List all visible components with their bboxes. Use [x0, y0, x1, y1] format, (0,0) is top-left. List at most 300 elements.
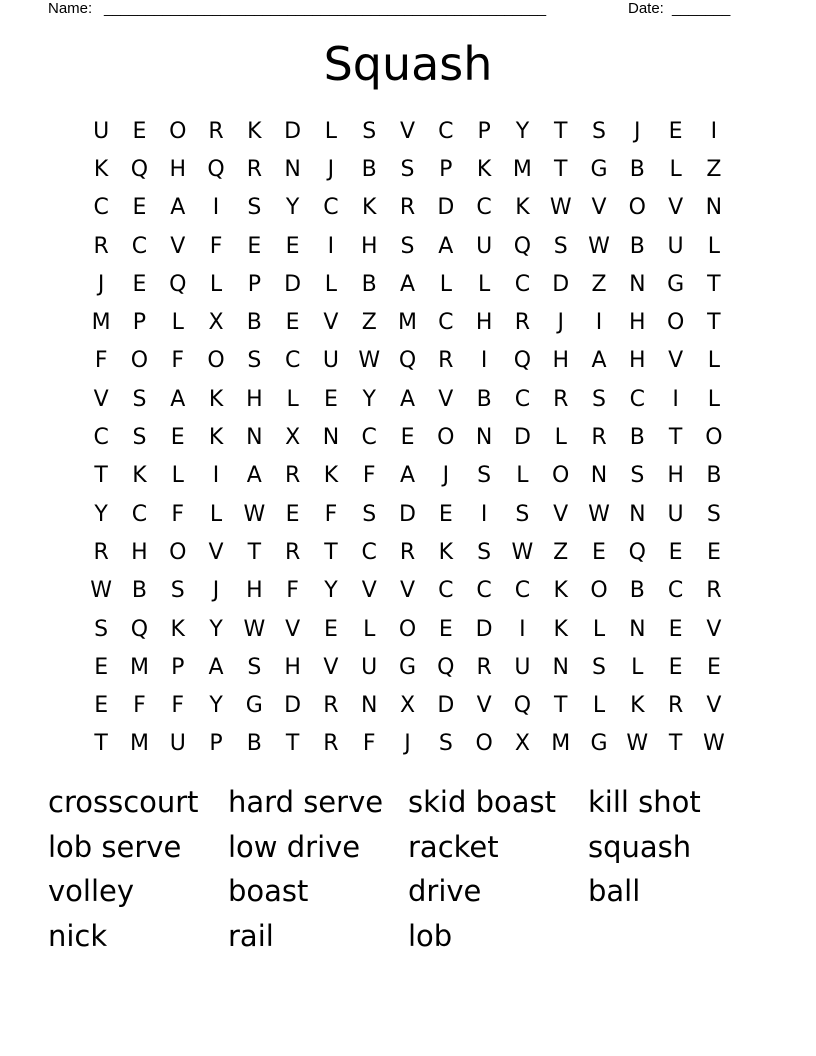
grid-letter: B: [629, 578, 645, 604]
grid-letter: L: [286, 386, 299, 412]
grid-letter: U: [322, 348, 339, 374]
grid-letter: O: [590, 578, 608, 604]
grid-letter: K: [208, 425, 224, 451]
word-list-item: low drive: [228, 829, 361, 864]
grid-letter: Y: [515, 118, 530, 144]
grid-letter: E: [706, 539, 721, 565]
grid-letter: T: [553, 693, 568, 719]
word-list-item: ball: [588, 874, 641, 909]
grid-letter: K: [170, 616, 185, 642]
grid-letter: C: [438, 118, 454, 144]
grid-letter: U: [169, 731, 186, 757]
grid-letter: G: [667, 271, 685, 297]
grid-letter: W: [243, 616, 266, 642]
grid-letter: Q: [169, 271, 187, 297]
grid-letter: R: [591, 425, 607, 451]
grid-letter: Q: [437, 654, 455, 680]
grid-letter: E: [592, 539, 606, 565]
grid-letter: B: [629, 156, 645, 182]
grid-letter: V: [93, 386, 109, 412]
grid-letter: I: [595, 310, 603, 336]
grid-letter: H: [284, 654, 301, 680]
grid-letter: P: [439, 156, 453, 182]
grid-letter: H: [360, 233, 378, 259]
word-list-item: crosscourt: [48, 785, 199, 819]
grid-letter: J: [442, 463, 450, 489]
grid-letter: C: [438, 310, 454, 336]
page-title: Squash: [323, 37, 493, 91]
grid-letter: W: [511, 539, 534, 565]
grid-letter: C: [514, 271, 531, 297]
grid-letter: K: [247, 118, 262, 144]
grid-letter: D: [552, 271, 570, 297]
grid-letter: V: [668, 348, 684, 374]
grid-letter: L: [707, 348, 721, 374]
grid-letter: S: [706, 501, 721, 527]
grid-letter: J: [634, 118, 641, 144]
grid-letter: L: [707, 386, 721, 412]
grid-letter: U: [667, 501, 684, 527]
grid-letter: E: [706, 654, 721, 680]
grid-letter: V: [399, 578, 416, 604]
grid-letter: T: [285, 731, 300, 757]
grid-letter: C: [323, 195, 339, 221]
word-list: [48, 780, 768, 959]
grid-letter: S: [592, 386, 606, 412]
grid-letter: X: [399, 693, 416, 719]
grid-letter: O: [552, 463, 570, 489]
grid-letter: V: [170, 233, 186, 259]
grid-letter: N: [246, 425, 263, 451]
grid-letter: S: [362, 501, 377, 527]
word-list-item: rail: [228, 919, 274, 954]
grid-letter: N: [629, 271, 646, 297]
grid-letter: C: [93, 425, 109, 451]
grid-letter: E: [132, 118, 147, 144]
grid-letter: E: [94, 654, 109, 680]
grid-letter: A: [246, 463, 262, 489]
grid-letter: S: [247, 195, 262, 221]
grid-letter: A: [399, 271, 416, 297]
grid-letter: Y: [362, 386, 376, 412]
grid-letter: S: [400, 156, 415, 182]
grid-letter: S: [592, 654, 606, 680]
grid-letter: O: [475, 731, 493, 757]
grid-letter: P: [171, 654, 185, 680]
grid-letter: E: [400, 425, 415, 451]
grid-letter: Q: [513, 693, 532, 719]
grid-letter: W: [358, 348, 381, 374]
grid-letter: M: [512, 156, 532, 182]
word-list-item: skid boast: [408, 785, 556, 819]
grid-letter: N: [705, 195, 723, 221]
grid-letter: Z: [591, 271, 607, 297]
grid-letter: L: [171, 463, 184, 489]
grid-letter: P: [477, 118, 491, 144]
grid-letter: R: [246, 156, 262, 182]
grid-letter: L: [631, 654, 644, 680]
grid-letter: E: [668, 654, 683, 680]
grid-letter: E: [132, 195, 147, 221]
grid-letter: K: [515, 195, 530, 221]
grid-letter: E: [247, 233, 262, 259]
grid-letter: H: [552, 348, 569, 374]
word-list-item: racket: [408, 829, 499, 864]
grid-letter: K: [553, 616, 568, 642]
grid-letter: F: [171, 693, 185, 719]
grid-letter: V: [399, 118, 416, 144]
grid-letter: K: [438, 539, 454, 565]
grid-letter: A: [438, 233, 454, 259]
grid-letter: A: [170, 195, 186, 221]
word-list-item: lob serve: [48, 829, 182, 864]
grid-letter: Q: [207, 156, 225, 182]
grid-letter: C: [629, 386, 645, 412]
grid-letter: G: [590, 731, 608, 757]
grid-letter: O: [207, 348, 225, 374]
grid-letter: H: [169, 156, 187, 182]
grid-letter: V: [208, 539, 224, 565]
grid-letter: F: [171, 348, 185, 374]
grid-letter: E: [438, 616, 453, 642]
grid-letter: E: [323, 386, 338, 412]
grid-letter: F: [286, 578, 299, 604]
grid-letter: I: [327, 233, 335, 259]
grid-letter: R: [93, 233, 109, 259]
grid-letter: C: [476, 195, 492, 221]
grid-letter: Y: [209, 616, 223, 642]
grid-letter: C: [438, 578, 454, 604]
grid-letter: D: [437, 693, 455, 719]
grid-letter: R: [93, 539, 109, 565]
grid-letter: I: [710, 118, 718, 144]
grid-letter: V: [706, 616, 722, 642]
grid-letter: S: [247, 348, 262, 374]
grid-letter: S: [247, 654, 262, 680]
word-list-item: hard serve: [228, 785, 384, 819]
name-blank-line: _____________________________________________________: [104, 0, 547, 17]
grid-letter: W: [588, 233, 610, 259]
grid-letter: T: [668, 731, 683, 757]
grid-letter: N: [322, 425, 340, 451]
grid-letter: E: [170, 425, 185, 451]
grid-letter: I: [519, 616, 526, 642]
grid-letter: Z: [553, 539, 569, 565]
grid-letter: E: [668, 539, 683, 565]
grid-letter: V: [553, 501, 569, 527]
grid-letter: V: [285, 616, 301, 642]
header: [0, 0, 816, 22]
grid-letter: M: [91, 310, 111, 336]
grid-letter: N: [360, 693, 378, 719]
grid-letter: L: [171, 310, 184, 336]
grid-letter: O: [628, 195, 646, 221]
grid-letter: A: [399, 386, 416, 412]
grid-letter: L: [439, 271, 452, 297]
grid-letter: Y: [285, 195, 300, 221]
grid-letter: I: [480, 348, 488, 374]
grid-letter: M: [129, 654, 149, 680]
grid-letter: I: [212, 195, 220, 221]
grid-letter: W: [549, 195, 572, 221]
grid-letter: L: [324, 271, 338, 297]
grid-letter: I: [672, 386, 679, 412]
grid-letter: K: [93, 156, 109, 182]
grid-letter: R: [323, 731, 339, 757]
grid-letter: V: [438, 386, 454, 412]
grid-letter: D: [284, 118, 302, 144]
grid-letter: D: [284, 271, 302, 297]
grid-letter: O: [666, 310, 685, 336]
grid-letter: Y: [94, 501, 108, 527]
grid-letter: E: [285, 501, 300, 527]
grid-letter: L: [669, 156, 682, 182]
grid-letter: W: [243, 501, 266, 527]
grid-letter: Q: [513, 233, 532, 259]
grid-letter: M: [129, 731, 149, 757]
grid-letter: R: [706, 578, 722, 604]
grid-letter: D: [475, 616, 493, 642]
grid-letter: H: [131, 539, 148, 565]
grid-letter: Q: [130, 156, 149, 182]
grid-letter: C: [476, 578, 492, 604]
grid-letter: D: [284, 693, 302, 719]
grid-letter: B: [629, 425, 645, 451]
grid-letter: T: [247, 539, 262, 565]
grid-letter: A: [591, 348, 607, 374]
grid-letter: C: [361, 425, 377, 451]
grid-letter: S: [477, 539, 492, 565]
grid-letter: S: [592, 118, 606, 144]
grid-letter: U: [93, 118, 110, 144]
grid-letter: Z: [706, 156, 722, 182]
grid-letter: V: [476, 693, 492, 719]
grid-letter: L: [592, 693, 606, 719]
word-list-item: drive: [408, 874, 482, 909]
grid-letter: V: [323, 310, 339, 336]
grid-letter: R: [438, 348, 454, 374]
grid-letter: B: [246, 310, 262, 336]
grid-letter: Y: [324, 578, 338, 604]
grid-letter: R: [208, 118, 224, 144]
grid-letter: L: [209, 501, 223, 527]
word-list-item: boast: [228, 874, 309, 909]
grid-letter: C: [667, 578, 684, 604]
grid-letter: Q: [513, 348, 532, 374]
grid-letter: Z: [361, 310, 377, 336]
grid-letter: F: [133, 693, 146, 719]
grid-letter: P: [132, 310, 147, 336]
grid-letter: C: [361, 539, 377, 565]
grid-letter: L: [363, 616, 376, 642]
grid-letter: S: [94, 616, 109, 642]
grid-letter: C: [514, 386, 531, 412]
grid-letter: L: [209, 271, 223, 297]
grid-letter: G: [245, 693, 263, 719]
grid-letter: W: [90, 578, 113, 604]
grid-letter: H: [246, 578, 263, 604]
grid-letter: O: [398, 616, 417, 642]
grid-letter: H: [246, 386, 263, 412]
grid-letter: A: [399, 463, 416, 489]
grid-letter: Q: [398, 348, 417, 374]
grid-letter: U: [476, 233, 493, 259]
grid-letter: H: [629, 348, 646, 374]
grid-letter: E: [668, 616, 683, 642]
word-list-item: squash: [588, 829, 692, 864]
grid-letter: V: [323, 654, 339, 680]
grid-letter: K: [362, 195, 377, 221]
grid-letter: N: [590, 463, 608, 489]
grid-letter: L: [516, 463, 529, 489]
date-label: Date:: [628, 0, 664, 17]
grid-letter: V: [668, 195, 684, 221]
grid-letter: T: [94, 731, 108, 757]
grid-letter: O: [169, 539, 187, 565]
grid-letter: D: [513, 425, 531, 451]
grid-letter: N: [475, 425, 493, 451]
grid-letter: R: [553, 386, 569, 412]
grid-letter: B: [361, 156, 377, 182]
grid-letter: F: [324, 501, 338, 527]
grid-letter: P: [247, 271, 261, 297]
grid-letter: A: [170, 386, 186, 412]
word-list-item: nick: [48, 919, 108, 954]
grid-letter: W: [626, 731, 649, 757]
grid-letter: E: [285, 233, 300, 259]
grid-letter: S: [630, 463, 645, 489]
grid-letter: P: [209, 731, 223, 757]
grid-letter: S: [553, 233, 568, 259]
grid-letter: R: [514, 310, 531, 336]
grid-letter: F: [362, 731, 376, 757]
grid-letter: B: [131, 578, 147, 604]
grid-letter: I: [480, 501, 488, 527]
grid-letter: N: [552, 654, 569, 680]
word-list-item: volley: [48, 874, 135, 909]
grid-letter: C: [131, 233, 148, 259]
grid-letter: S: [515, 501, 530, 527]
grid-letter: K: [630, 693, 645, 719]
grid-letter: H: [629, 310, 646, 336]
grid-letter: S: [132, 386, 147, 412]
grid-letter: T: [94, 463, 108, 489]
grid-letter: S: [477, 463, 492, 489]
grid-letter: R: [399, 539, 416, 565]
grid-letter: R: [284, 539, 301, 565]
grid-letter: M: [551, 731, 571, 757]
grid-letter: U: [361, 654, 378, 680]
grid-letter: R: [284, 463, 301, 489]
grid-letter: S: [132, 425, 147, 451]
grid-letter: D: [437, 195, 455, 221]
grid-letter: G: [398, 654, 417, 680]
grid-letter: N: [629, 616, 646, 642]
grid-letter: B: [476, 386, 492, 412]
grid-letter: E: [438, 501, 453, 527]
grid-letter: O: [437, 425, 455, 451]
grid-letter: F: [171, 501, 185, 527]
grid-letter: L: [592, 616, 606, 642]
word-list-item: kill shot: [588, 785, 701, 819]
grid-letter: S: [170, 578, 185, 604]
grid-letter: K: [132, 463, 147, 489]
grid-letter: L: [707, 233, 721, 259]
grid-letter: E: [323, 616, 338, 642]
grid-letter: G: [590, 156, 608, 182]
grid-letter: H: [475, 310, 493, 336]
grid-letter: Q: [130, 616, 149, 642]
grid-letter: R: [323, 693, 339, 719]
grid-letter: U: [514, 654, 531, 680]
grid-letter: F: [94, 348, 108, 374]
grid-letter: C: [284, 348, 301, 374]
grid-letter: E: [94, 693, 109, 719]
grid-letter: K: [476, 156, 492, 182]
grid-letter: Y: [209, 693, 223, 719]
grid-letter: B: [246, 731, 262, 757]
grid-letter: T: [553, 118, 568, 144]
grid-letter: B: [706, 463, 722, 489]
grid-letter: L: [554, 425, 567, 451]
grid-letter: W: [703, 731, 725, 757]
grid-letter: S: [400, 233, 415, 259]
grid-letter: T: [324, 539, 338, 565]
grid-letter: E: [285, 310, 300, 336]
grid-letter: V: [706, 693, 722, 719]
grid-letter: Q: [628, 539, 646, 565]
grid-letter: N: [284, 156, 301, 182]
grid-letter: V: [591, 195, 607, 221]
grid-letter: L: [324, 118, 338, 144]
name-label: Name:: [48, 0, 93, 17]
grid-letter: T: [707, 310, 721, 336]
grid-letter: J: [212, 578, 220, 604]
grid-letter: N: [629, 501, 646, 527]
grid-letter: D: [399, 501, 416, 527]
grid-letter: T: [553, 156, 568, 182]
grid-letter: T: [668, 425, 683, 451]
grid-letter: H: [667, 463, 684, 489]
grid-letter: U: [667, 233, 684, 259]
grid-letter: B: [361, 271, 377, 297]
grid-letter: X: [208, 310, 224, 336]
grid-letter: K: [208, 386, 224, 412]
grid-letter: K: [323, 463, 339, 489]
grid-letter: F: [362, 463, 376, 489]
grid-letter: E: [132, 271, 147, 297]
grid-letter: J: [557, 310, 564, 336]
grid-letter: J: [97, 271, 105, 297]
grid-letter: I: [212, 463, 220, 489]
grid-letter: T: [707, 271, 721, 297]
grid-letter: A: [208, 654, 224, 680]
grid-letter: C: [514, 578, 531, 604]
grid-letter: C: [93, 195, 109, 221]
grid-letter: S: [362, 118, 377, 144]
grid-letter: O: [130, 348, 149, 374]
grid-letter: B: [629, 233, 645, 259]
grid-letter: W: [588, 501, 610, 527]
word-search-grid: [82, 112, 733, 763]
grid-letter: O: [169, 118, 187, 144]
grid-letter: R: [476, 654, 492, 680]
grid-letter: X: [285, 425, 301, 451]
grid-letter: R: [399, 195, 416, 221]
date-blank-line: _______: [672, 0, 731, 17]
grid-letter: F: [209, 233, 223, 259]
grid-letter: C: [131, 501, 148, 527]
